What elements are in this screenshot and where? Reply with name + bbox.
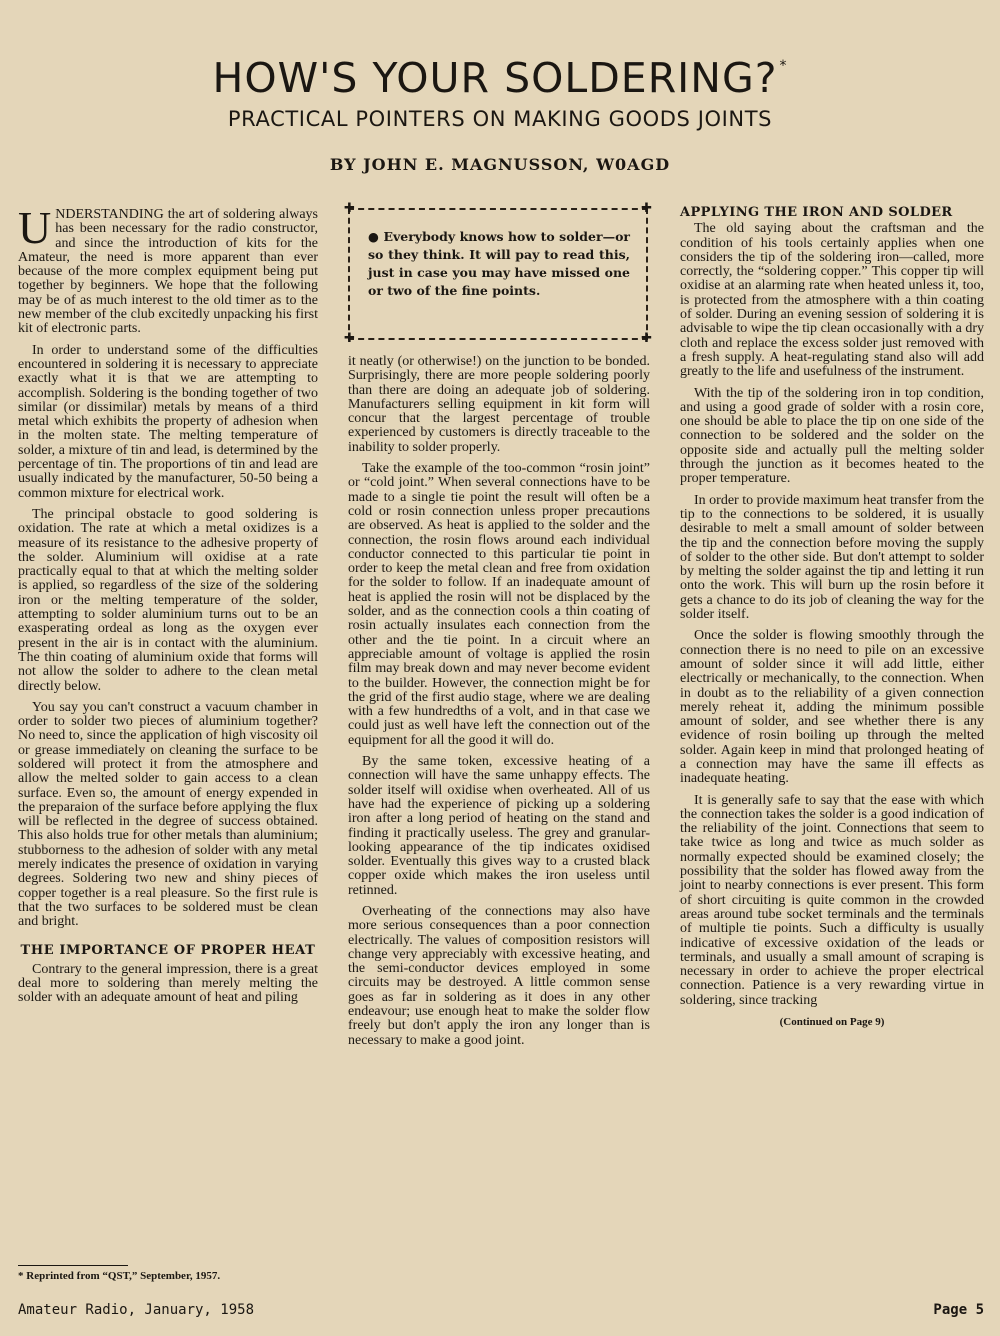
- corner-ornament-icon: ✚: [344, 331, 355, 346]
- section-heading: APPLYING THE IRON AND SOLDER: [680, 205, 953, 220]
- callout-box: [344, 201, 652, 346]
- paragraph: In order to provide maximum heat transfer from the tip to the connections to be soldered, it is usually desirable to melt a small amount of solder between the tip and the connection before moving the supply of solder to the other side. But don't attempt to solder by melting the solder against the tip and letting it run onto the work. This will burn up the rosin before it gets a chance to do its job of cleaning the way for the solder itself.: [680, 492, 985, 623]
- paragraph: It is generally safe to say that the ease with which the connection takes the solder is a good indication of the reliability of the joint. Connections that seem to take twice as long and twice as much solder as normally expected should be examined closely; the possibility that the solder has flowed away from the joint to nearby connections is ever present. This form of short circuiting is quite common in the crowded areas around tube socket terminals and the terminals of multiple tie points. Such a difficulty is usually indicative of excessive oxidation of the leads or terminals, and usually a small amount of scraping is necessary in order to achieve the proper electrical connection. Patience is a very rewarding virtue in soldering, since tracking: [680, 792, 984, 1008]
- continued-note: (Continued on Page 9): [779, 1016, 885, 1029]
- paragraph-text: NDERSTANDING the art of soldering always has been necessary for the radio constructor, and since the introduction of kits for the Amateur, the need is more apparent than ever because of the more complex equipment being put together by beginners. We hope that the following may be of as much interest to the old timer as to the new member of the club excitedly unpacking his first kit of electronic parts.: [18, 207, 318, 337]
- footer-publication: Amateur Radio, January, 1958: [18, 1302, 255, 1318]
- corner-ornament-icon: ✚: [641, 201, 652, 216]
- article-subtitle: PRACTICAL POINTERS ON MAKING GOODS JOINTS: [227, 107, 773, 131]
- paragraph: Contrary to the general impression, there is a great deal more to soldering than merely melting the solder with an adequate amount of heat and piling: [18, 961, 318, 1006]
- corner-ornament-icon: ✚: [641, 331, 652, 346]
- paragraph: [18, 202, 318, 337]
- drop-cap: U: [18, 202, 52, 253]
- title-footnote-mark: *: [779, 58, 788, 74]
- column-3: [680, 206, 984, 1029]
- footer-page-number: Page 5: [933, 1302, 984, 1318]
- paragraph: In order to understand some of the difficulties encountered in soldering it is necessary to appreciate exactly what it is that we are attempting to accomplish. Soldering is the bonding together of two similar (or dissimilar) metals by means of a third metal which exhibits the property of adhesion when in the molten state. The melting temperature of solder, a mixture of tin and lead, is determined by the percentage of tin. The proportions of tin and lead are usually indicated by the manufacturer, 50-50 being a common mixture for electrical work.: [18, 342, 318, 501]
- footnote: * Reprinted from “QST,” September, 1957.: [18, 1270, 221, 1282]
- paragraph: You say you can't construct a vacuum chamber in order to solder two pieces of aluminium together? No need to, since the application of high viscosity oil or grease immediately on cleaning the surface to be soldered will protect it from the atmosphere and allow the melted solder to gain access to a clean surface. Even so, the amount of energy expended in the preparaion of the surface before applying the flux will be reflected in the degree of success obtained. This also holds true for other metals than aluminium; stubborness to the adhesion of solder with any metal merely indicates the presence of oxidation in varying degrees. Soldering two new and shiny pieces of copper together is a real pleasure. So the first rule is that the two surfaces to be soldered must be clean and bright.: [18, 699, 318, 930]
- paragraph: Take the example of the too-common “rosin joint” or “cold joint.” When several connections have to be made to a single tie point the result will often be a cold or rosin connection unless proper precautions are observed. As heat is applied to the solder and the connection, the rosin flows around each individual conductor connected to this particular tie point in order to keep the metal clean and free from oxidation for the solder to follow. If an inadequate amount of heat is applied the rosin will not be displaced by the solder, and as the connection cools a thin coating of rosin actually insulates each connection from the other and the tie point. In a circuit where an appreciable amount of voltage is applied the rosin film may break down and may never become evident to the builder. However, the connection might be for the grid of the first audio stage, where we are dealing with a few hundredths of a volt, and in that case we could just as well have left the connection out of the equipment for all the good it will do.: [348, 461, 650, 748]
- paragraph: Once the solder is flowing smoothly through the connection there is no need to pile on an excessive amount of solder since it will add little, either electrically or mechanically, to the connection. When in doubt as to the reliability of a given connection merely reheat it, adding the minimum possible amount of solder, and see whether there is any evidence of rosin boiling up through the melted solder. Again keep in mind that prolonged heating of a connection may have the same ill effects as inadequate heating.: [680, 628, 984, 787]
- column-2: [348, 355, 650, 1055]
- callout-text: ● Everybody knows how to solder—or so they think. It will pay to read this, just in case you may have missed one or two of the fine points.: [368, 229, 630, 298]
- paragraph: The old saying about the craftsman and the condition of his tools certainly applies when one considers the tip of the soldering iron—called, more correctly, the “soldering copper.” This copper tip will oxidise at an alarming rate when heated unless it, too, is protected from the atmosphere with a thin coating of solder. During an evening session of soldering it is advisable to wipe the tip clean occasionally with a dry cloth and replace the excess solder just removed with a fresh supply. A heat-regulating stand also will add greatly to the life and usefulness of the instrument.: [680, 221, 984, 380]
- paragraph: By the same token, excessive heating of a connection will have the same unhappy effects. The solder itself will oxidise when overheated. All of us have had the experience of picking up a soldering iron after a long period of heating on the stand and finding it practically useless. The grey and granular-looking appearance of the tip indicates oxidised solder. Eventually this gives way to a crusted black copper oxide which makes the iron useless until retinned.: [348, 754, 650, 898]
- corner-ornament-icon: ✚: [344, 201, 355, 216]
- footnote-rule: [18, 1265, 128, 1266]
- paragraph: it neatly (or otherwise!) on the junction to be bonded. Surprisingly, there are more people soldering poorly than there are doing an adequate job of soldering. Manufacturers selling equipment in kit form will concur that the largest percentage of trouble experienced by customers is directly traceable to the inability to solder properly.: [348, 354, 650, 455]
- paragraph: Overheating of the connections may also have more serious consequences than a poor connection electrically. The values of composition resistors will change very appreciably with excessive heating, and the semi-conductor devices employed in some circuits may be destroyed. A little common sense goes as far in soldering as it does in any other endeavour; use enough heat to make the solder flow freely but don't apply the iron any longer than is necessary to make a good joint.: [348, 903, 650, 1048]
- column-1: [18, 202, 318, 1012]
- title-text: HOW'S YOUR SOLDERING?: [212, 54, 778, 102]
- section-heading: THE IMPORTANCE OF PROPER HEAT: [20, 942, 316, 958]
- paragraph: With the tip of the soldering iron in top condition, and using a good grade of solder with a rosin core, one should be able to place the tip on one side of the connection to be soldered and the solder on the opposite side and actually pull the melting solder through the junction as it becomes heated to the proper temperature.: [680, 385, 984, 487]
- paragraph: The principal obstacle to good soldering is oxidation. The rate at which a metal oxidizes is a measure of its resistance to the adhesive property of the solder. Aluminium will oxidise at a rate practically equal to that at which the melting solder is applied, so regardless of the size of the soldering iron or the melting temperature of the solder, attempting to solder aluminium turns out to be an exasperating ordeal as long as the oxygen ever present in the air is in contact with the aluminium. The thin coating of aluminium oxide that forms will not allow the solder to adhere to the clean metal directly below.: [18, 506, 318, 694]
- article-byline: BY JOHN E. MAGNUSSON, W0AGD: [329, 155, 671, 174]
- article-title: [0, 54, 1000, 102]
